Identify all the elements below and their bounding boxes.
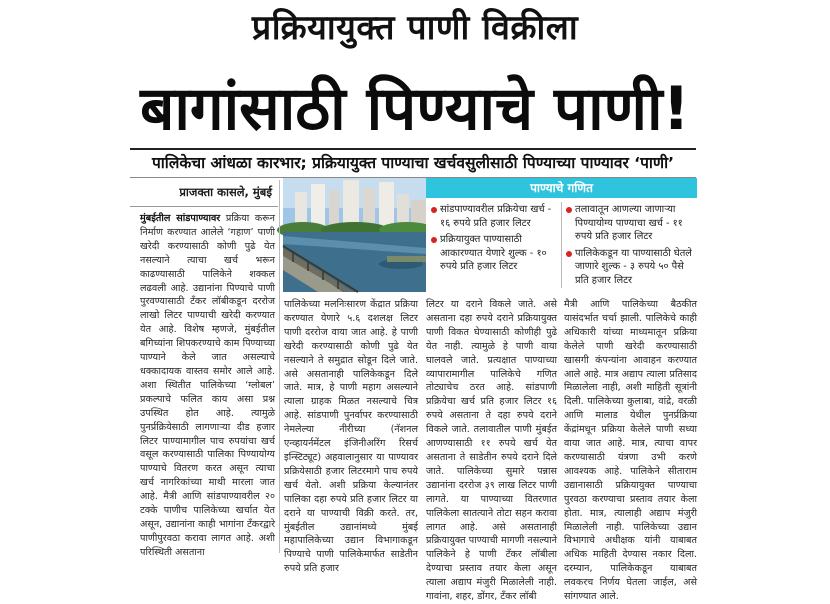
factbox-item: तलावातून आणल्या जाणाऱ्या पिण्यायोग्य पाण्याचा खर्च - ११ रुपये प्रति हजार लिटर xyxy=(566,203,696,244)
factbox-divider xyxy=(561,202,562,288)
factbox-item: पालिकेकडून या पाण्यासाठी घेतले जाणारे शुल्क - ३ रुपये ५० पैसे प्रति हजार लिटर xyxy=(566,247,696,288)
news-photo xyxy=(283,178,426,292)
bullet-icon xyxy=(566,251,572,257)
bullet-icon xyxy=(431,207,437,213)
bullet-icon xyxy=(566,207,572,213)
byline-rule xyxy=(130,206,278,207)
headline-kicker: प्रक्रियायुक्त पाणी विक्रीला xyxy=(251,8,579,48)
headline-main: बागांसाठी पिण्याचे पाणी! xyxy=(140,74,690,144)
factbox-left-list xyxy=(431,203,561,277)
article-column-2 xyxy=(284,298,418,575)
lead-in: मुंबईतील सांडपाण्यावर xyxy=(140,213,221,224)
column-text: पालिकेच्या मलनिःसारण केंद्रात प्रक्रिया करण्यात येणारे ५.६ दशलक्ष लिटर पाणी दररोज वाया जात आहे. हे पाणी खरेदी करण्यासाठी कोणी पुढे येत नसल्याने ते समुद्रात सोडून दिले जाते. असे असतानाही पालिकेकडून दिले जाते. मात्र, हे पाणी महाग असल्याने त्याला ग्राहक मिळत नसल्याचे चित्र आहे. सांडपाणी पुनर्वापर करण्यासाठी नेमलेल्या नीरीच्या (नॅशनल एन्व्हायर्नमेंटल इंजिनीअरिंग रिसर्च इन्स्टिट्यूट) अहवालानुसार या पाण्यावर प्रक्रियेसाठी हजार लिटरमागे पाच रुपये खर्च येतो. अशी प्रक्रिया केल्यानंतर पालिका दहा रुपये प्रति हजार लिटर या दराने या पाण्याची विक्री करते. तर, मुंबईतील उद्यानांमध्ये मुंबई महापालिकेच्या उद्यान विभागाकडून पिण्याचे पाणी पालिकेमार्फत साडेतीन रुपये प्रति हजार xyxy=(284,299,418,575)
byline: प्राजक्ता कासले, मुंबई xyxy=(179,185,272,199)
factbox-right-list xyxy=(566,203,696,291)
factbox-title: पाण्याचे गणित xyxy=(426,178,697,198)
photo-garden-lake-icon xyxy=(283,178,426,292)
column-divider xyxy=(279,180,280,553)
factbox-item: प्रक्रियायुक्त पाण्यासाठी आकारण्यात येणारे शुल्क - १० रुपये प्रति हजार लिटर xyxy=(431,233,561,274)
article-column-3 xyxy=(426,298,557,603)
article-column-4 xyxy=(564,298,697,603)
column-text: प्रक्रिया करून निर्माण करण्यात आलेले ‘गहाण’ पाणी खरेदी करण्यासाठी कोणी पुढे येत नसल्याने त्याचा खर्च भरून काढण्यासाठी पालिकेने शक्कल लढवली आहे. उद्यानांना पिण्याचे पाणी पुरवण्यासाठी टँकर लॉबीकडून दररोज लाखो लिटर पाण्याची खरेदी करण्यात येत आहे. विशेष म्हणजे, मुंबईतील बगिच्यांना शिपकरण्याचे काम पिण्याच्या पाण्याने केले जात असल्याचे धक्कादायक वास्तव समोर आले आहे. अशा स्थितीत पालिकेच्या ‘ग्लोबल’ प्रकल्पाचे फलित काय असा प्रश्न उपस्थित होत आहे. त्यामुळे पुनर्प्रक्रियेसाठी लागणाऱ्या दीड हजार लिटर पाण्यामागील पाच रुपयांचा खर्च वसूल करण्यासाठी पालिका पिण्यायोग्य पाण्याचे वितरण करत असून त्याचा खर्च नागरिकांच्या माथी मारला जात आहे. मैत्री आणि सांडपाण्यावरील २० टक्के पाणीच पालिकेच्या खर्चात येत असून, उद्यानांना काही भागांना टँकरद्वारे पाणीपुरवठा करावा लागत आहे. अशी परिस्थिती असताना xyxy=(140,213,275,558)
column-text: मैत्री आणि पालिकेच्या बैठकीत यासंदर्भात चर्चा झाली. पालिकेचे काही अधिकारी यांच्या माध्यमातून प्रक्रिया केलेले पाणी खरेदी करण्यासाठी खासगी कंपन्यांना आवाहन करण्यात आले आहे. मात्र अद्याप त्याला प्रतिसाद मिळालेला नाही, अशी माहिती सूत्रांनी दिली. पालिकेच्या कुलाबा, वांद्रे, वरळी आणि मालाड येथील पुनर्प्रक्रिया केंद्रांमधून प्रक्रिया केलेले पाणी सध्या वाया जात आहे. मात्र, त्याचा वापर करण्यासाठी यंत्रणा उभी करणे आवश्यक आहे. पालिकेने सीताराम उद्यानासाठी प्रक्रियायुक्त पाण्याचा पुरवठा करण्याचा प्रस्ताव तयार केला होता. मात्र, त्यालाही अद्याप मंजुरी मिळालेली नाही. पालिकेच्या उद्यान विभागाचे अधीक्षक यांनी याबाबत अधिक माहिती देण्यास नकार दिला. दरम्यान, पालिकेकडून याबाबत लवकरच निर्णय घेतला जाईल, असे सांगण्यात आले. xyxy=(564,299,697,603)
factbox-item: सांडपाण्यावरील प्रक्रियेचा खर्च - १६ रुपये प्रति हजार लिटर xyxy=(431,203,561,230)
article-column-1 xyxy=(140,212,275,558)
bullet-icon xyxy=(431,237,437,243)
column-text: लिटर या दराने विकले जाते. असे असताना दहा रुपये दराने प्रक्रियायुक्त पाणी विकत घेण्यासाठी कोणीही पुढे येत नाही. त्यामुळे हे पाणी वाया घालवले जाते. प्रत्यक्षात पाण्याच्या व्यापारामागील पालिकेचे गणित तोट्याचेच ठरत आहे. सांडपाणी प्रक्रियेचा खर्च प्रति हजार लिटर १६ रुपये असताना ते दहा रुपये दराने विकले जाते. तलावातील पाणी मुंबईत आणण्यासाठी ११ रुपये खर्च येत असताना ते साडेतीन रुपये दराने दिले जाते. पालिकेच्या सुमारे पन्नास उद्यानांना दररोज ३९ लाख लिटर पाणी लागते. या पाण्याच्या वितरणात पालिकेला सातत्याने तोटा सहन करावा लागत आहे. असे असतानाही प्रक्रियायुक्त पाण्याची मागणी नसल्याने पालिकेने हे पाणी टँकर लॉबीला देण्याचा प्रस्ताव तयार केला असून त्याला अद्याप मंजुरी मिळालेली नाही. गावांना, शहर, डोंगर, टँकर लॉबी xyxy=(426,299,557,603)
deck-subheadline: पालिकेचा आंधळा कारभार; प्रक्रियायुक्त पाण्याचा खर्चवसुलीसाठी पिण्याच्या पाण्यावर ‘पाणी’ xyxy=(151,154,674,172)
